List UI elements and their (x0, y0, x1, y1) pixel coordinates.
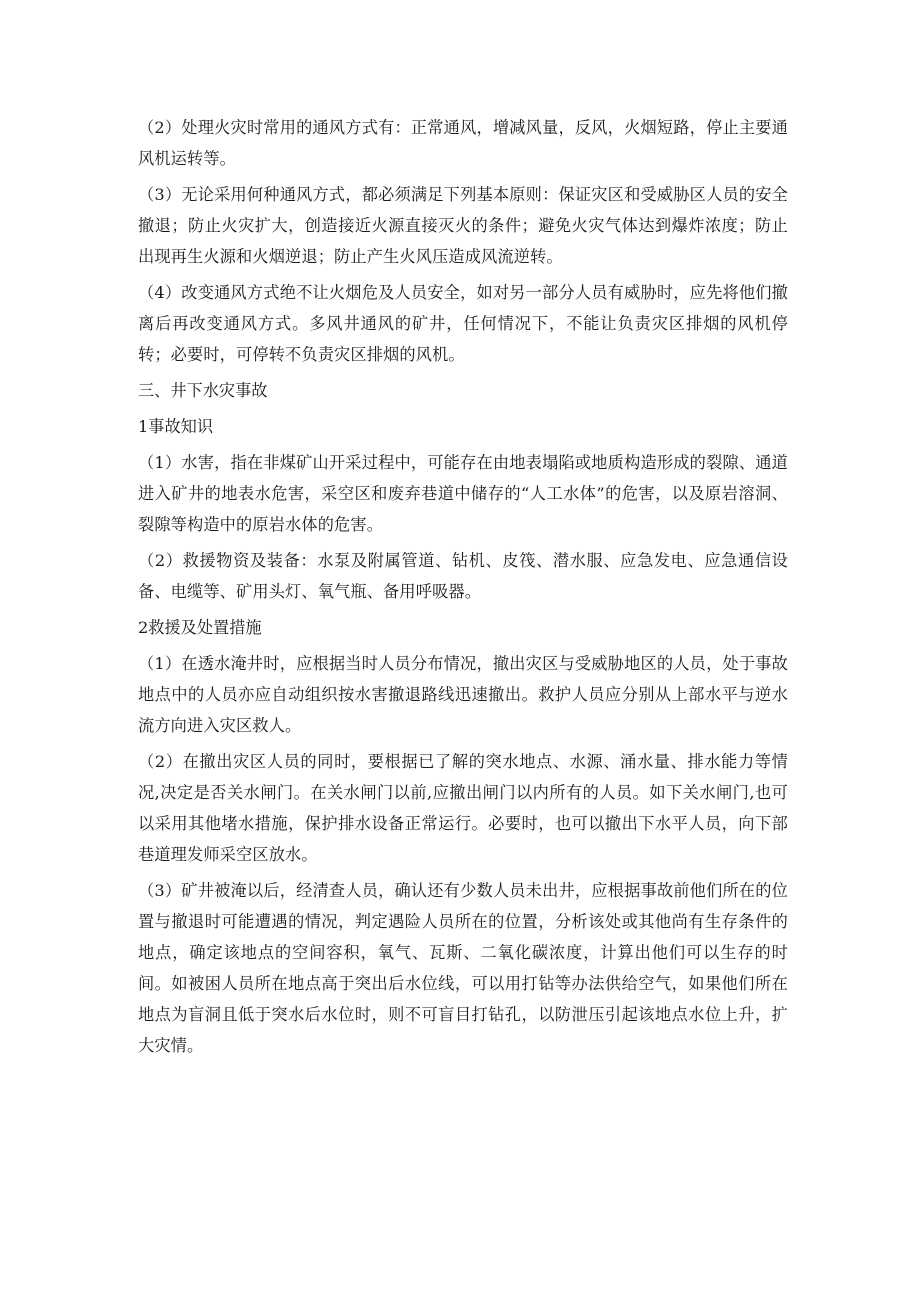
paragraph-flood-evacuation: （1）在透水淹井时，应根据当时人员分布情况，撤出灾区与受威胁地区的人员，处于事故地点中的人员亦应自动组织按水害撤退路线迅速撤出。救护人员应分别从上部水平与逆水流方向进入灾区救人。 (138, 654, 788, 735)
document-page (138, 112, 788, 1066)
paragraph-ventilation-methods: （2）处理火灾时常用的通风方式有：正常通风，增减风量，反风，火烟短路，停止主要通风机运转等。 (138, 118, 788, 168)
subsection-heading-accident-knowledge: 1事故知识 (138, 417, 214, 436)
paragraph-change-ventilation: （4）改变通风方式绝不让火烟危及人员安全，如对另一部分人员有威胁时，应先将他们撤离后再改变通风方式。多风井通风的矿井，任何情况下，不能让负责灾区排烟的风机停转；必要时，可停转不负责灾区排烟的风机。 (138, 283, 788, 364)
paragraph-rescue-equipment: （2）救援物资及装备：水泵及附属管道、钻机、皮筏、潜水服、应急发电、应急通信设备、电缆等、矿用头灯、氧气瓶、备用呼吸器。 (138, 551, 788, 601)
subsection-heading-rescue-measures: 2救援及处置措施 (138, 618, 262, 637)
paragraph-ventilation-principles: （3）无论采用何种通风方式，都必须满足下列基本原则：保证灾区和受威胁区人员的安全撤退；防止火灾扩大，创造接近火源直接灭火的条件；避免火灾气体达到爆炸浓度；防止出现再生火源和火烟逆退；防止产生火风压造成风流逆转。 (138, 185, 788, 266)
paragraph-water-gate: （2）在撤出灾区人员的同时，要根据已了解的突水地点、水源、涌水量、排水能力等情况,决定是否关水闸门。在关水闸门以前,应撤出闸门以内所有的人员。如下关水闸门,也可以采用其他堵水措施，保护排水设备正常运行。必要时，也可以撤出下水平人员，向下部巷道理发师采空区放水。 (138, 752, 788, 864)
paragraph-trapped-personnel: （3）矿井被淹以后，经清查人员，确认还有少数人员未出井，应根据事故前他们所在的位置与撤退时可能遭遇的情况，判定遇险人员所在的位置，分析该处或其他尚有生存条件的地点，确定该地点的空间容积，氧气、瓦斯、二氧化碳浓度，计算出他们可以生存的时间。如被困人员所在地点高于突出后水位线，可以用打钻等办法供给空气，如果他们所在地点为盲洞且低于突水后水位时，则不可盲目打钻孔，以防泄压引起该地点水位上升，扩大灾情。 (138, 881, 788, 1055)
section-heading-water-disaster: 三、井下水灾事故 (138, 381, 268, 400)
paragraph-water-hazard-definition: （1）水害，指在非煤矿山开采过程中，可能存在由地表塌陷或地质构造形成的裂隙、通道进入矿井的地表水危害，采空区和废弃巷道中储存的“人工水体”的危害，以及原岩溶洞、裂隙等构造中的原岩水体的危害。 (138, 453, 788, 534)
